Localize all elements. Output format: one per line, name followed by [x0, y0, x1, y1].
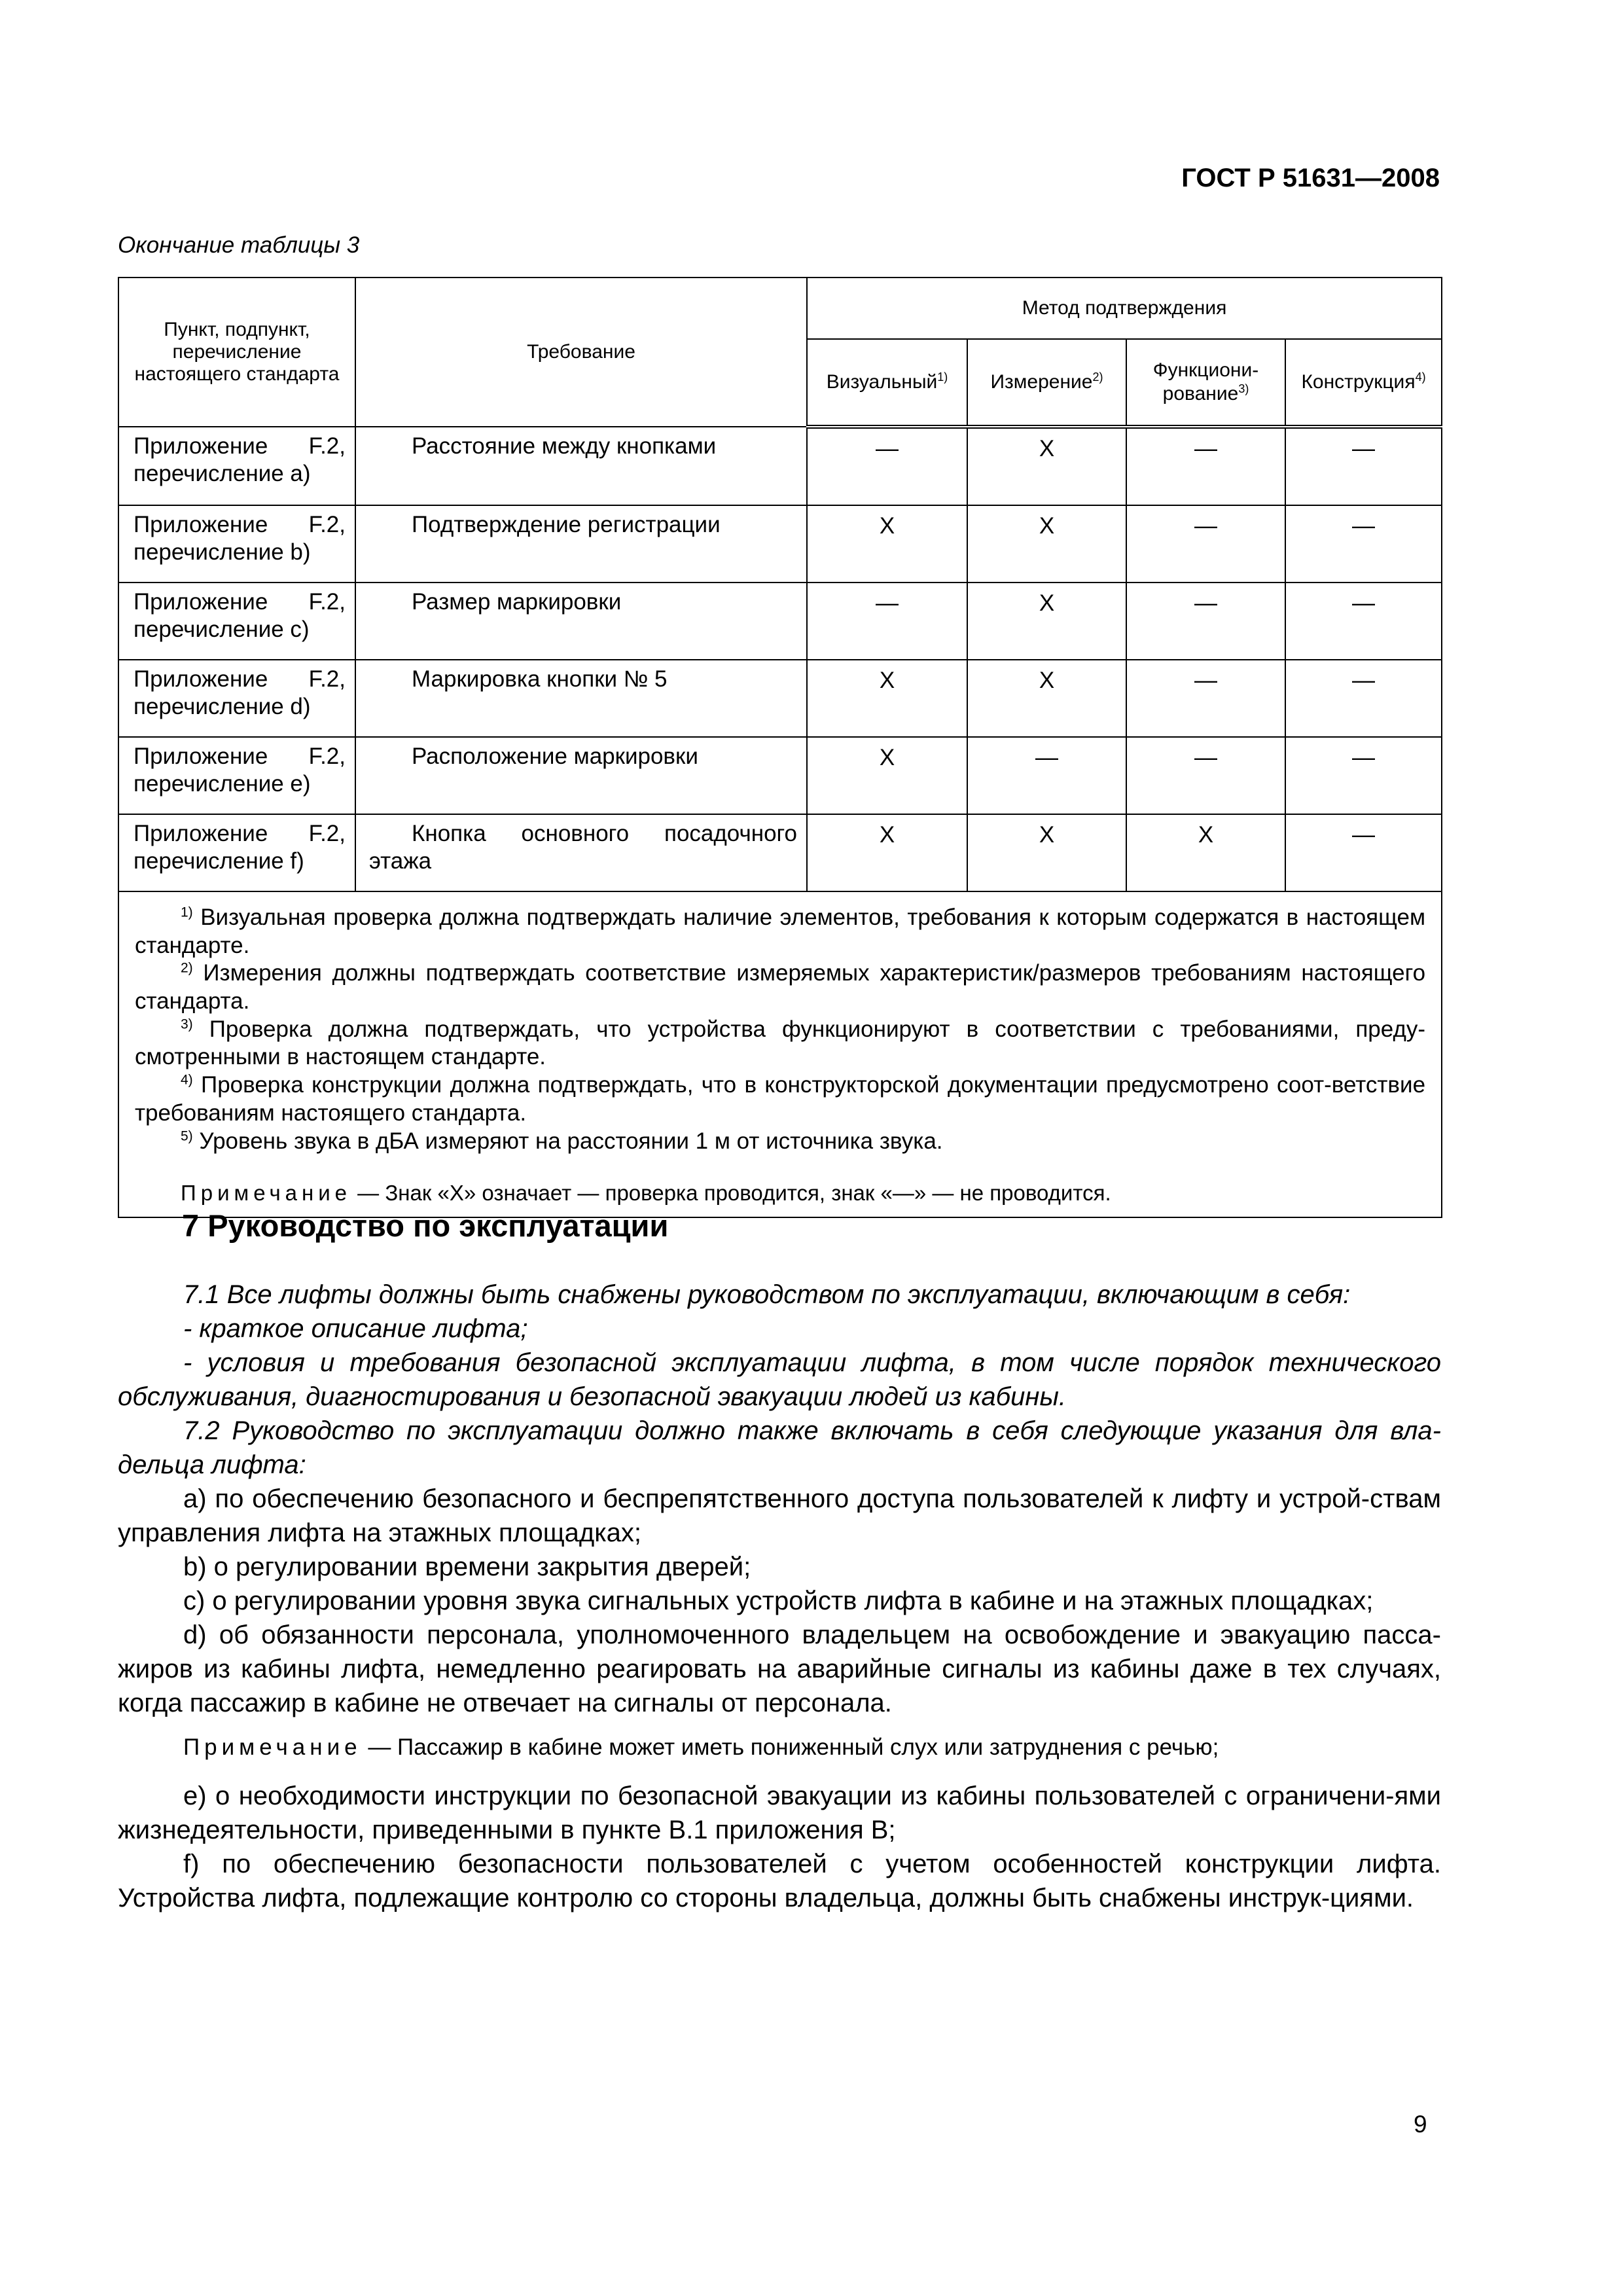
cell-requirement: Расположение маркировки [355, 737, 807, 814]
list-item: a) по обеспечению безопасного и беспрепятственного доступа пользователей к лифту и устрой-ствам управления лифта на этажных площадках; [118, 1484, 1441, 1547]
cell-visual: X [807, 737, 967, 814]
cell-requirement: Размер маркировки [355, 583, 807, 660]
cell-visual: — [807, 427, 967, 505]
cell-point: Приложение F.2, перечисление f) [118, 814, 355, 891]
paragraph-7-2: 7.2 Руководство по эксплуатации должно также включать в себя следующие указания для вла-дельца лифта: [118, 1416, 1441, 1479]
list-item: - краткое описание лифта; [183, 1314, 528, 1343]
table-row [118, 660, 1442, 737]
cell-design: — [1285, 427, 1442, 505]
section-title: 7 Руководство по эксплуатации [182, 1208, 669, 1243]
cell-design: — [1285, 814, 1442, 891]
cell-measurement: — [967, 737, 1126, 814]
cell-design: — [1285, 583, 1442, 660]
cell-visual: X [807, 505, 967, 583]
cell-requirement: Кнопка основного посадочного этажа [355, 814, 807, 891]
footnote-2: $^{2)}$ Измерения должны подтверждать соответствие измеряемых характеристик/размеров требованиям настоящего стандарта. [135, 960, 1426, 1014]
cell-visual: X [807, 660, 967, 737]
cell-point: Приложение F.2, перечисление d) [118, 660, 355, 737]
footnote-3: $^{3)}$ Проверка должна подтверждать, что устройства функционируют в соответствии с требованиями, преду-смотренными в настоящем стандарте. [135, 1016, 1426, 1070]
header-visual: Визуальный$^{1)}$ [807, 339, 967, 427]
cell-design: — [1285, 660, 1442, 737]
header-function: Функциони-рование$^{3)}$ [1126, 339, 1285, 427]
table-row [118, 427, 1442, 505]
table-note: Примечание — Знак «X» означает — проверка проводится, знак «—» — не проводится. [181, 1181, 1111, 1206]
header-method: Метод подтверждения [807, 278, 1442, 339]
cell-function: — [1126, 505, 1285, 583]
cell-measurement: X [967, 583, 1126, 660]
cell-requirement: Маркировка кнопки № 5 [355, 660, 807, 737]
cell-point: Приложение F.2, перечисление e) [118, 737, 355, 814]
header-design: Конструкция$^{4)}$ [1285, 339, 1442, 427]
cell-design: — [1285, 737, 1442, 814]
cell-function: — [1126, 427, 1285, 505]
cell-point: Приложение F.2, перечисление c) [118, 583, 355, 660]
table-row [118, 737, 1442, 814]
header-point: Пункт, подпункт, перечисление настоящего стандарта [118, 278, 355, 427]
paragraph-7-1: 7.1 Все лифты должны быть снабжены руководством по эксплуатации, включающим в себя: [183, 1280, 1351, 1309]
cell-function: — [1126, 583, 1285, 660]
verification-table [118, 277, 1442, 1218]
table-footnotes [118, 891, 1442, 1217]
footnote-4: $^{4)}$ Проверка конструкции должна подтверждать, что в конструкторской документации предусмотрено соот-ветствие требованиям настоящего стандарта. [135, 1072, 1426, 1126]
header-requirement: Требование [355, 278, 807, 427]
cell-visual: — [807, 583, 967, 660]
list-item: b) о регулировании времени закрытия дверей; [183, 1552, 751, 1581]
cell-function: X [1126, 814, 1285, 891]
section-note: Примечание — Пассажир в кабине может иметь пониженный слух или затруднения с речью; [183, 1734, 1219, 1760]
cell-measurement: X [967, 427, 1126, 505]
cell-requirement: Расстояние между кнопками [355, 427, 807, 505]
footnote-5: $^{5)}$ Уровень звука в дБА измеряют на расстоянии 1 м от источника звука. [181, 1128, 943, 1154]
page-number: 9 [1414, 2111, 1427, 2138]
table-row [118, 814, 1442, 891]
cell-point: Приложение F.2, перечисление b) [118, 505, 355, 583]
cell-measurement: X [967, 505, 1126, 583]
cell-visual: X [807, 814, 967, 891]
cell-function: — [1126, 737, 1285, 814]
cell-measurement: X [967, 660, 1126, 737]
cell-requirement: Подтверждение регистрации [355, 505, 807, 583]
cell-measurement: X [967, 814, 1126, 891]
list-item: - условия и требования безопасной эксплуатации лифта, в том числе порядок технического обслуживания, диагностирования и безопасной эвакуации людей из кабины. [118, 1348, 1441, 1411]
table-row [118, 583, 1442, 660]
list-item: e) о необходимости инструкции по безопасной эвакуации из кабины пользователей с ограничени-ями жизнедеятельности, приведенными в пункте B.1 приложения B; [118, 1782, 1441, 1844]
table-row [118, 505, 1442, 583]
list-item: c) о регулировании уровня звука сигнальных устройств лифта в кабине и на этажных площадках; [183, 1587, 1374, 1615]
standard-number: ГОСТ Р 51631—2008 [1181, 164, 1440, 192]
list-item: d) об обязанности персонала, уполномоченного владельцем на освобождение и эвакуацию пасса-жиров из кабины лифта, немедленно реагировать на аварийные сигналы из кабины даже в тех случаях, когда пассажир в кабине не отвечает на сигналы от персонала. [118, 1621, 1441, 1717]
header-measurement: Измерение$^{2)}$ [967, 339, 1126, 427]
cell-design: — [1285, 505, 1442, 583]
cell-point: Приложение F.2, перечисление a) [118, 427, 355, 505]
cell-function: — [1126, 660, 1285, 737]
list-item: f) по обеспечению безопасности пользователей с учетом особенностей конструкции лифта. Устройства лифта, подлежащие контролю со стороны владельца, должны быть снабжены инструк-циями. [118, 1850, 1441, 1912]
table-caption: Окончание таблицы 3 [118, 232, 360, 258]
section-body [118, 1278, 1441, 1915]
footnote-1: $^{1)}$ Визуальная проверка должна подтверждать наличие элементов, требования к которым содержатся в настоящем стандарте. [135, 905, 1426, 958]
